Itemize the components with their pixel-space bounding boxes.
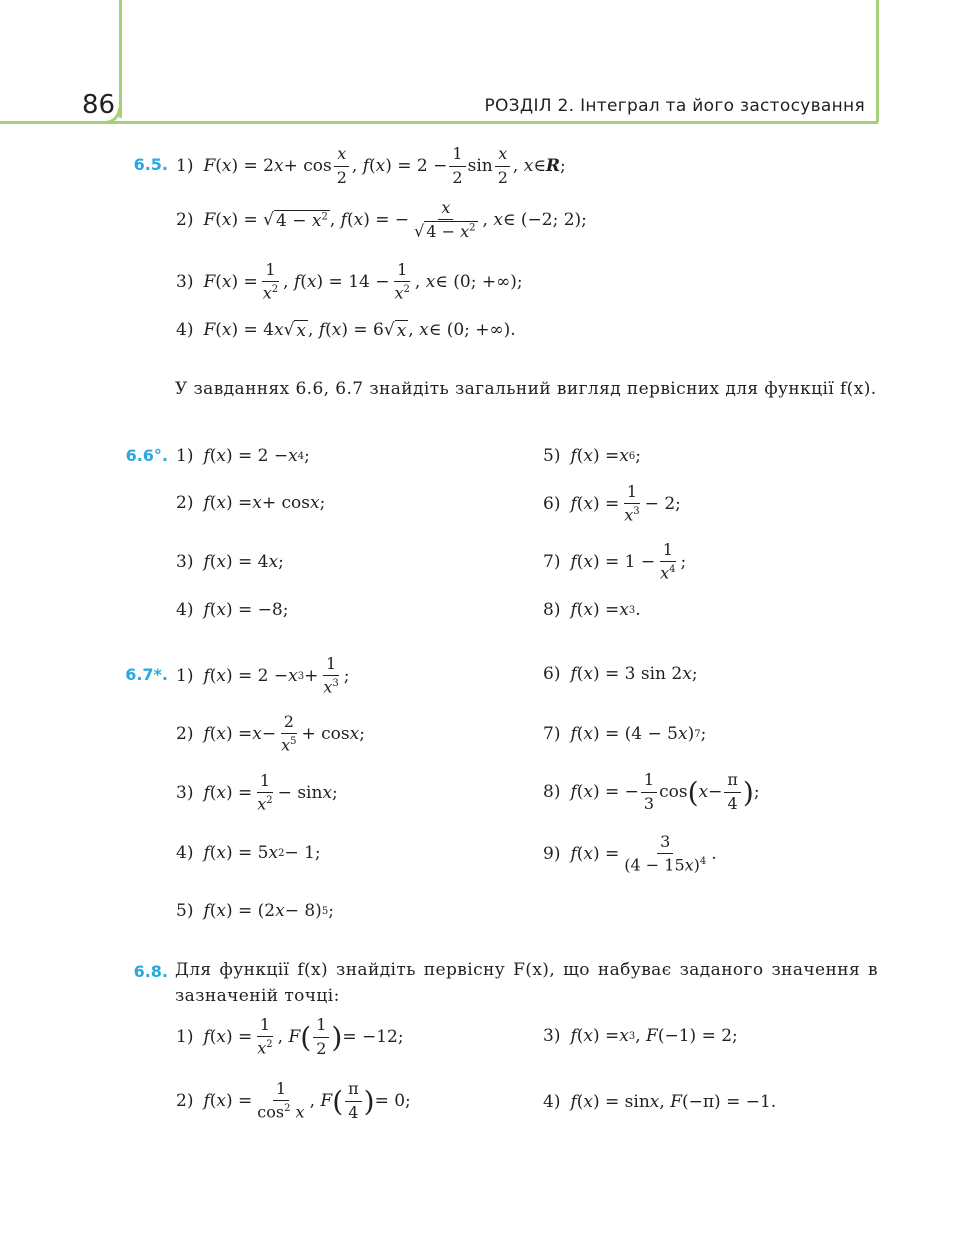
item-6-7-4: 4) f ( x ) = 5 x 2 − 1; <box>176 843 321 863</box>
item-6-6-1: 1) f ( x ) = 2 − x 4 ; <box>176 446 310 466</box>
item-6-6-6: 6) f ( x ) = $\frac{1}{x^3}$ − 2; <box>543 481 681 525</box>
item-6-7-3: 3) f ( x ) = $\frac{1}{x^2}$ − sin x ; <box>176 770 338 814</box>
item-6-7-5: 5) f ( x ) = (2 x − 8) 5 ; <box>176 901 334 921</box>
page-number: 86 <box>82 90 116 120</box>
instruction-6-8: Для функції f(x) знайдіть первісну F(x), що набуває заданого значення в зазначеній точці: <box>175 960 878 1006</box>
item-6-5-4: 4) F ( x ) = 4 x √ x , f ( x ) = 6√ x , x ∈ (0; +∞). <box>176 320 516 341</box>
item-6-7-9: 9) f ( x ) = $\frac{3}{(4 - 15x)^4}$ . <box>543 831 717 875</box>
item-6-7-8: 8) f ( x ) = − $\frac{1}{3}$ cos ( x − $\frac{\pi}{4}$ ) ; <box>543 770 760 813</box>
item-6-5-2: 2) F ( x ) = √ $4 - x^2$ , f ( x ) = − $\frac{x}{√ 4 - x^2}$ , x ∈ (−2; 2); <box>176 197 587 241</box>
item-6-5-1: 1) F ( x ) = 2 x + cos $\frac{x}{2}$ , f ( x ) = 2 − $\frac{1}{2}$ sin $\frac{x}{2}$ , x ∈ R ; <box>176 144 566 187</box>
exercise-tag: 6.8. <box>133 962 168 981</box>
instruction-6-6-6-7: У завданнях 6.6, 6.7 знайдіть загальний вигляд первісних для функції f(x). <box>175 379 877 399</box>
item-6-8-4: 4) f ( x ) = sin x , F (−π) = −1. <box>543 1092 777 1112</box>
running-title: РОЗДІЛ 2. Інтеграл та його застосування <box>484 96 865 116</box>
item-6-6-7: 7) f ( x ) = 1 − $\frac{1}{x^4}$ ; <box>543 539 687 583</box>
item-6-6-5: 5) f ( x ) = x 6 ; <box>543 446 641 466</box>
exercise-tag: 6.5. <box>133 155 168 174</box>
item-6-8-1: 1) f ( x ) = $\frac{1}{x^2}$ , F ( $\frac{1}{2}$ ) = −12; <box>176 1014 404 1058</box>
item-6-6-2: 2) f ( x ) = x + cos x ; <box>176 493 326 513</box>
item-6-7-2: 2) f ( x ) = x − $\frac{2}{x^5}$ + cos x ; <box>176 711 365 755</box>
item-6-7-6: 6) f ( x ) = 3 sin 2 x ; <box>543 664 698 684</box>
item-6-8-2: 2) f ( x ) = $\frac{1}{\cos^2 x}$ , F ( $\frac{\pi}{4}$ ) = 0; <box>176 1078 411 1122</box>
item-6-7-7: 7) f ( x ) = (4 − 5 x ) 7 ; <box>543 724 707 744</box>
item-6-6-3: 3) f ( x ) = 4 x ; <box>176 552 284 572</box>
item-6-6-4: 4) f ( x ) = −8; <box>176 600 289 620</box>
exercise-tag: 6.7*. <box>125 665 168 684</box>
item-6-5-3: 3) F ( x ) = $\frac{1}{x^2}$ , f ( x ) = 14 − $\frac{1}{x^2}$ , x ∈ (0; +∞); <box>176 259 523 303</box>
item-6-8-3: 3) f ( x ) = x 3 , F (−1) = 2; <box>543 1026 738 1046</box>
exercise-tag: 6.6°. <box>125 446 168 465</box>
item-6-7-1: 1) f ( x ) = 2 − x 3 + $\frac{1}{x^3}$ ; <box>176 653 350 697</box>
item-6-6-8: 8) f ( x ) = x 3 . <box>543 600 641 620</box>
